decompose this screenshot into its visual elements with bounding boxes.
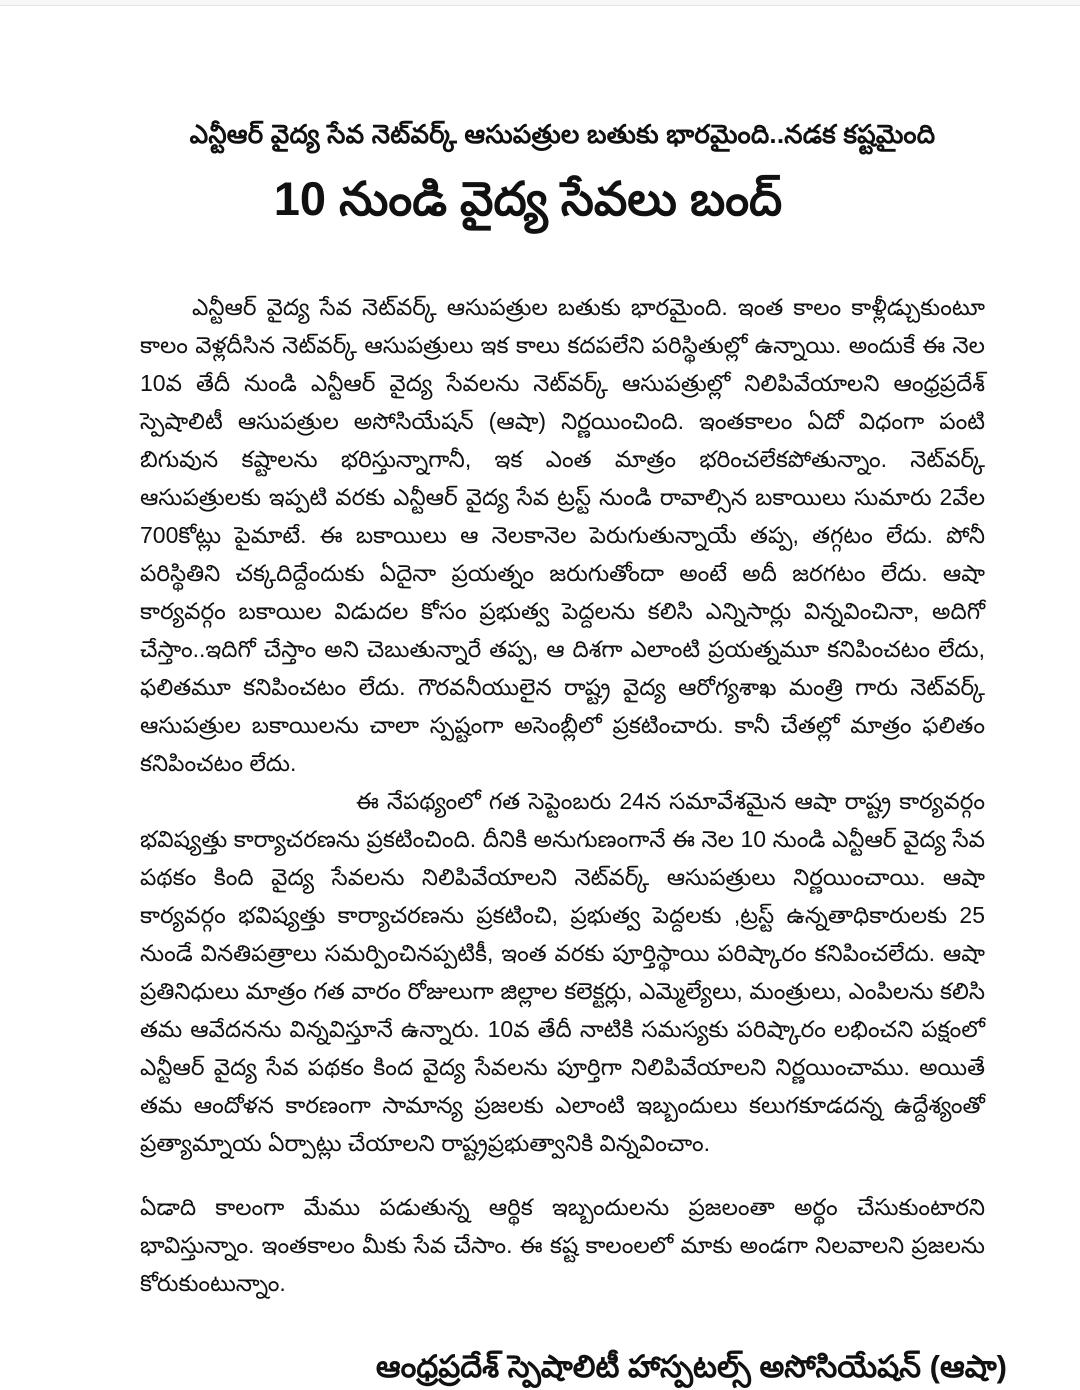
paragraph-1: ఎన్టీఆర్ వైద్య సేవ నెట్‌వర్క్ ఆసుపత్రుల బతుకు భారమైంది. ఇంత కాలం కాళ్లీడ్చుకుంటూ కాలం వెళ్లదీసిన నెట్‌వర్క్ ఆసుపత్రులు ఇక కాలు కదపలేని పరిస్థితుల్లో ఉన్నాయి. అందుకే ఈ నెల 10వ తేదీ నుండి ఎన్టీఆర్ వైద్య సేవలను నెట్‌వర్క్ ఆసుపత్రుల్లో నిలిపివేయాలని ఆంధ్రప్రదేశ్ స్పెషాలిటీ ఆసుపత్రుల అసోసియేషన్ (ఆషా) నిర్ణయించింది. ఇంతకాలం ఏదో విధంగా పంటి బిగువున కష్టాలను భరిస్తున్నాగానీ, ఇక ఎంత మాత్రం భరించలేకపోతున్నాం. నెట్‌వర్క్ ఆసుపత్రులకు ఇప్పటి వరకు ఎన్టీఆర్ వైద్య సేవ ట్రస్ట్ నుండి రావాల్సిన బకాయిలు సుమారు 2వేల 700కోట్లు పైమాటే. ఈ బకాయిలు ఆ నెలకానెల పెరుగుతున్నాయే తప్ప, తగ్గటం లేదు. పోనీ పరిస్థితిని చక్కదిద్దేందుకు ఏదైనా ప్రయత్నం జరుగుతోందా అంటే అదీ జరగటం లేదు. ఆషా కార్యవర్గం బకాయిల విడుదల కోసం ప్రభుత్వ పెద్దలను కలిసి ఎన్నిసార్లు విన్నవించినా, అదిగో చేస్తాం..ఇదిగో చేస్తాం అని చెబుతున్నారే తప్ప, ఆ దిశగా ఎలాంటి ప్రయత్నమూ కనిపించటం లేదు, ఫలితమూ కనిపించటం లేదు. గౌరవనీయులైన రాష్ట్ర వైద్య ఆరోగ్యశాఖ మంత్రి గారు నెట్‌వర్క్ ఆసుపత్రుల బకాయిలను చాలా స్పష్టంగా అసెంబ్లీలో ప్రకటించారు. కానీ చేతల్లో మాత్రం ఫలితం కనిపించటం లేదు. — [140, 294, 985, 776]
headline: 10 నుండి వైద్య సేవలు బంద్ — [273, 172, 783, 225]
kicker-line: ఎన్టీఆర్ వైద్య సేవ నెట్‌వర్క్ ఆసుపత్రుల బతుకు భారమైంది..నడక కష్టమైంది — [189, 119, 936, 149]
scan-edge-line — [0, 0, 1080, 6]
article-body — [140, 288, 985, 1302]
paragraph-2: ఈ నేపథ్యంలో గత సెప్టెంబరు 24న సమావేశమైన ఆషా రాష్ట్ర కార్యవర్గం భవిష్యత్తు కార్యాచరణను ప్రకటించింది. దీనికి అనుగుణంగానే ఈ నెల 10 నుండి ఎన్టీఆర్ వైద్య సేవ పథకం కింది వైద్య సేవలను నిలిపివేయాలని నెట్‌వర్క్ ఆసుపత్రులు నిర్ణయించాయి. ఆషా కార్యవర్గం భవిష్యత్తు కార్యాచరణను ప్రకటించి, ప్రభుత్వ పెద్దలకు ,ట్రస్ట్ ఉన్నతాధికారులకు 25 నుండే వినతిపత్రాలు సమర్పించినప్పటికీ, ఇంత వరకు పూర్తిస్థాయి పరిష్కారం కనిపించలేదు. ఆషా ప్రతినిధులు మాత్రం గత వారం రోజులుగా జిల్లాల కలెక్టర్లు, ఎమ్మెల్యేలు, మంత్రులు, ఎంపిలను కలిసి తమ ఆవేదనను విన్నవిస్తూనే ఉన్నారు. 10వ తేదీ నాటికి సమస్యకు పరిష్కారం లభించని పక్షంలో ఎన్టీఆర్ వైద్య సేవ పథకం కింద వైద్య సేవలను పూర్తిగా నిలిపివేయాలని నిర్ణయించాము. అయితే తమ ఆందోళన కారణంగా సామాన్య ప్రజలకు ఎలాంటి ఇబ్బందులు కలుగకూడదన్న ఉద్దేశ్యంతో ప్రత్యామ్నాయ ఏర్పాట్లు చేయాలని రాష్ట్రప్రభుత్వానికి విన్నవించాం. — [140, 788, 985, 1156]
signature-line: ఆంధ్రప్రదేశ్ స్పెషాలిటీ హాస్పటల్స్ అసోసియేషన్ (ఆషా) — [375, 1349, 1007, 1384]
paragraph-3: ఏడాది కాలంగా మేము పడుతున్న ఆర్థిక ఇబ్బందులను ప్రజలంతా అర్థం చేసుకుంటారని భావిస్తున్నాం. ఇంతకాలం మీకు సేవ చేసాం. ఈ కష్ట కాలంలలో మాకు అండగా నిలవాలని ప్రజలను కోరుకుంటున్నాం. — [140, 1194, 985, 1296]
